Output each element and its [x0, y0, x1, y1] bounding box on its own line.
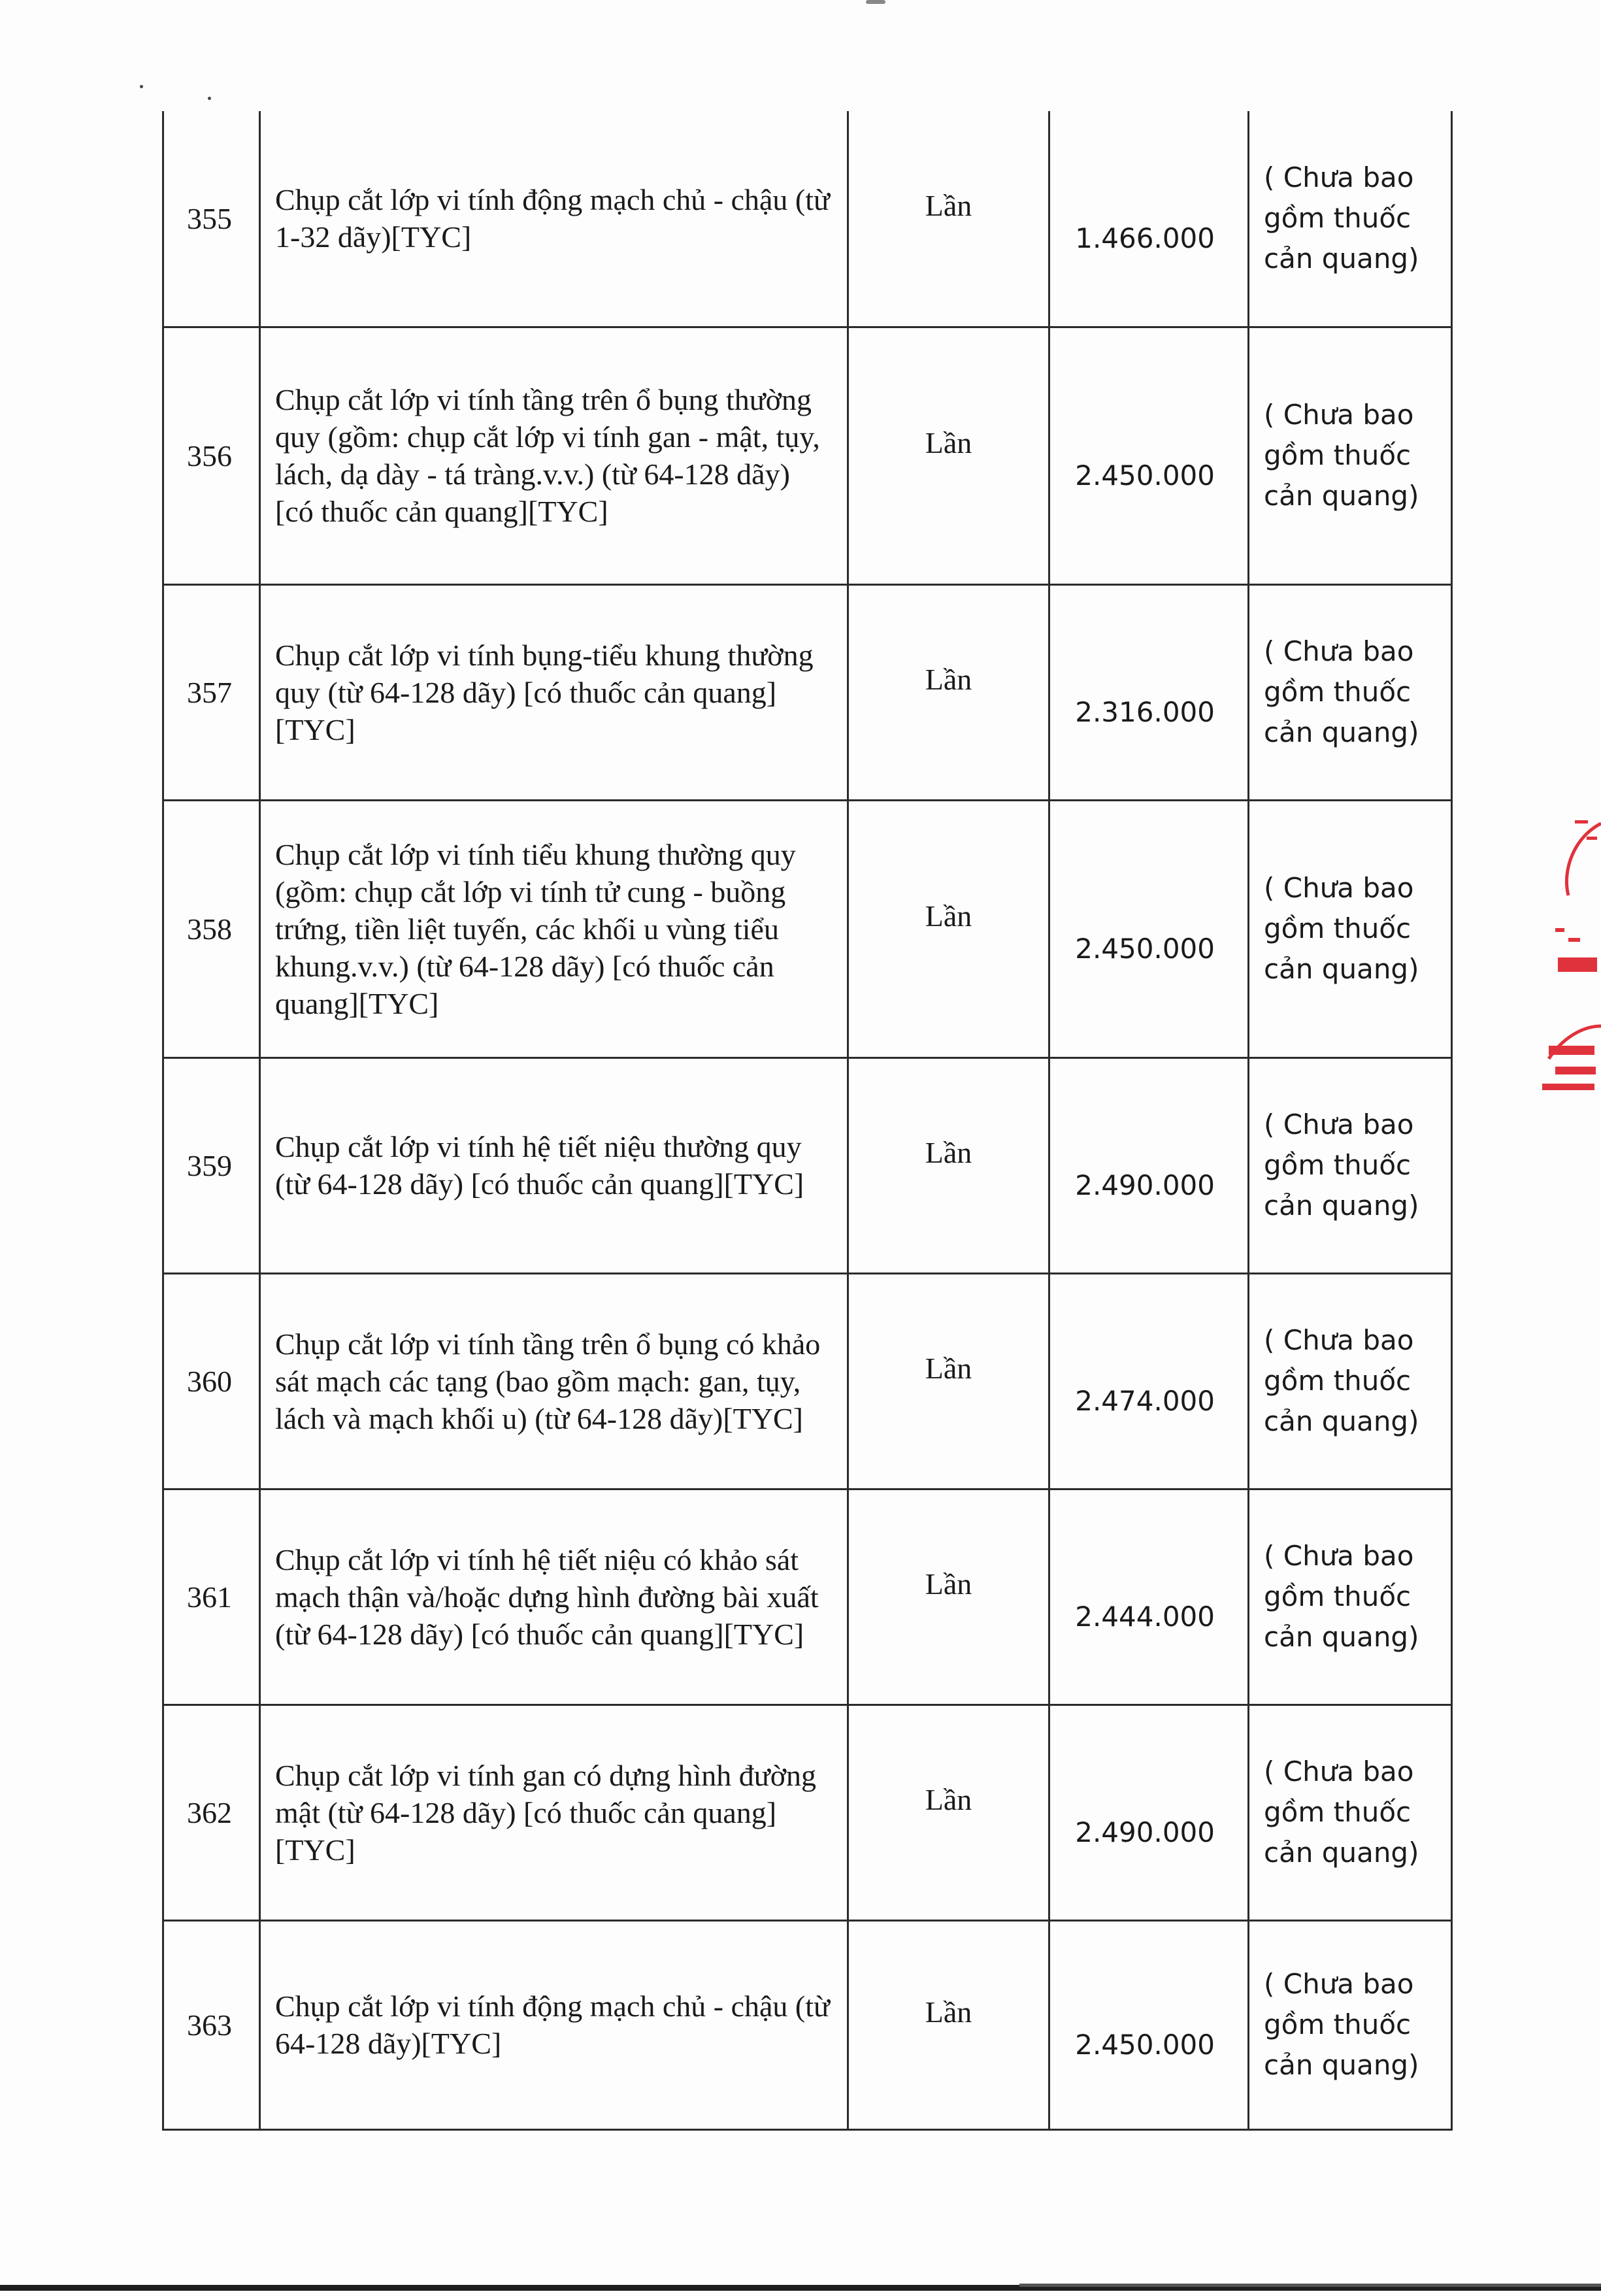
note-cell: ( Chưa bao gồm thuốc cản quang) — [1249, 1705, 1452, 1920]
row-number: 361 — [163, 1489, 260, 1705]
unit-cell — [848, 1920, 1049, 2129]
note-cell: ( Chưa bao gồm thuốc cản quang) — [1249, 327, 1452, 584]
service-fee-table — [162, 111, 1453, 2131]
unit-cell — [848, 1057, 1049, 1273]
unit-text: Lần — [925, 1135, 972, 1169]
unit-cell — [848, 327, 1049, 584]
unit-cell — [848, 800, 1049, 1057]
note-cell: ( Chưa bao gồm thuốc cản quang) — [1249, 584, 1452, 800]
price-text: 2.474.000 — [1075, 1384, 1215, 1417]
table-row — [163, 1489, 1452, 1705]
table-row — [163, 111, 1452, 327]
note-cell: ( Chưa bao gồm thuốc cản quang) — [1249, 1273, 1452, 1489]
bottom-rule-accent — [1019, 2284, 1601, 2287]
unit-cell — [848, 584, 1049, 800]
price-text: 2.316.000 — [1075, 695, 1215, 728]
unit-text: Lần — [925, 1351, 972, 1385]
price-text: 2.490.000 — [1075, 1816, 1215, 1848]
row-number: 358 — [163, 800, 260, 1057]
unit-cell — [848, 1489, 1049, 1705]
service-name: Chụp cắt lớp vi tính động mạch chủ - chậu (từ 1-32 dãy)[TYC] — [260, 111, 848, 327]
note-cell: ( Chưa bao gồm thuốc cản quang) — [1249, 1920, 1452, 2129]
service-name: Chụp cắt lớp vi tính hệ tiết niệu thường quy (từ 64-128 dãy) [có thuốc cản quang][TYC] — [260, 1057, 848, 1273]
scan-speck — [140, 85, 143, 88]
scan-speck — [208, 97, 211, 100]
row-number: 355 — [163, 111, 260, 327]
row-number: 363 — [163, 1920, 260, 2129]
note-cell: ( Chưa bao gồm thuốc cản quang) — [1249, 1489, 1452, 1705]
row-number: 357 — [163, 584, 260, 800]
price-text: 1.466.000 — [1075, 222, 1215, 254]
table-row — [163, 327, 1452, 584]
unit-text: Lần — [925, 662, 972, 696]
service-name: Chụp cắt lớp vi tính bụng-tiểu khung thường quy (từ 64-128 dãy) [có thuốc cản quang][TYC] — [260, 584, 848, 800]
row-number: 359 — [163, 1057, 260, 1273]
price-cell — [1049, 1057, 1249, 1273]
row-number: 360 — [163, 1273, 260, 1489]
table-row — [163, 1705, 1452, 1920]
price-cell — [1049, 800, 1249, 1057]
price-cell — [1049, 1705, 1249, 1920]
price-cell — [1049, 1273, 1249, 1489]
row-number: 356 — [163, 327, 260, 584]
scan-mark — [866, 0, 885, 4]
unit-text: Lần — [925, 188, 972, 222]
unit-text: Lần — [925, 1567, 972, 1601]
service-name: Chụp cắt lớp vi tính động mạch chủ - chậu (từ 64-128 dãy)[TYC] — [260, 1920, 848, 2129]
unit-text: Lần — [925, 899, 972, 933]
price-cell — [1049, 327, 1249, 584]
price-text: 2.450.000 — [1075, 932, 1215, 965]
service-name: Chụp cắt lớp vi tính tầng trên ổ bụng có khảo sát mạch các tạng (bao gồm mạch: gan, tụy, lách và mạch khối u) (từ 64-128 dãy)[TYC] — [260, 1273, 848, 1489]
red-seal-stamp — [1536, 810, 1601, 1098]
note-cell: ( Chưa bao gồm thuốc cản quang) — [1249, 111, 1452, 327]
unit-text: Lần — [925, 1995, 972, 2029]
price-cell — [1049, 111, 1249, 327]
price-text: 2.490.000 — [1075, 1169, 1215, 1201]
table-row — [163, 1273, 1452, 1489]
service-name: Chụp cắt lớp vi tính tầng trên ổ bụng thường quy (gồm: chụp cắt lớp vi tính gan - mật, tụy, lách, dạ dày - tá tràng.v.v.) (từ 64-128 dãy) [có thuốc cản quang][TYC] — [260, 327, 848, 584]
unit-text: Lần — [925, 1782, 972, 1816]
table-row — [163, 1057, 1452, 1273]
service-name: Chụp cắt lớp vi tính tiểu khung thường quy (gồm: chụp cắt lớp vi tính tử cung - buồng trứng, tiền liệt tuyến, các khối u vùng tiểu khung.v.v.) (từ 64-128 dãy) [có thuốc cản quang][TYC] — [260, 800, 848, 1057]
unit-text: Lần — [925, 425, 972, 459]
table-row — [163, 1920, 1452, 2129]
price-cell — [1049, 1489, 1249, 1705]
note-cell: ( Chưa bao gồm thuốc cản quang) — [1249, 1057, 1452, 1273]
unit-cell — [848, 1273, 1049, 1489]
unit-cell — [848, 111, 1049, 327]
note-cell: ( Chưa bao gồm thuốc cản quang) — [1249, 800, 1452, 1057]
service-name: Chụp cắt lớp vi tính hệ tiết niệu có khảo sát mạch thận và/hoặc dựng hình đường bài xuất (từ 64-128 dãy) [có thuốc cản quang][TYC] — [260, 1489, 848, 1705]
table-row — [163, 584, 1452, 800]
service-name: Chụp cắt lớp vi tính gan có dựng hình đường mật (từ 64-128 dãy) [có thuốc cản quang][TYC] — [260, 1705, 848, 1920]
price-text: 2.444.000 — [1075, 1600, 1215, 1633]
row-number: 362 — [163, 1705, 260, 1920]
table-row — [163, 800, 1452, 1057]
price-cell — [1049, 584, 1249, 800]
price-cell — [1049, 1920, 1249, 2129]
price-text: 2.450.000 — [1075, 459, 1215, 491]
unit-cell — [848, 1705, 1049, 1920]
price-text: 2.450.000 — [1075, 2028, 1215, 2061]
